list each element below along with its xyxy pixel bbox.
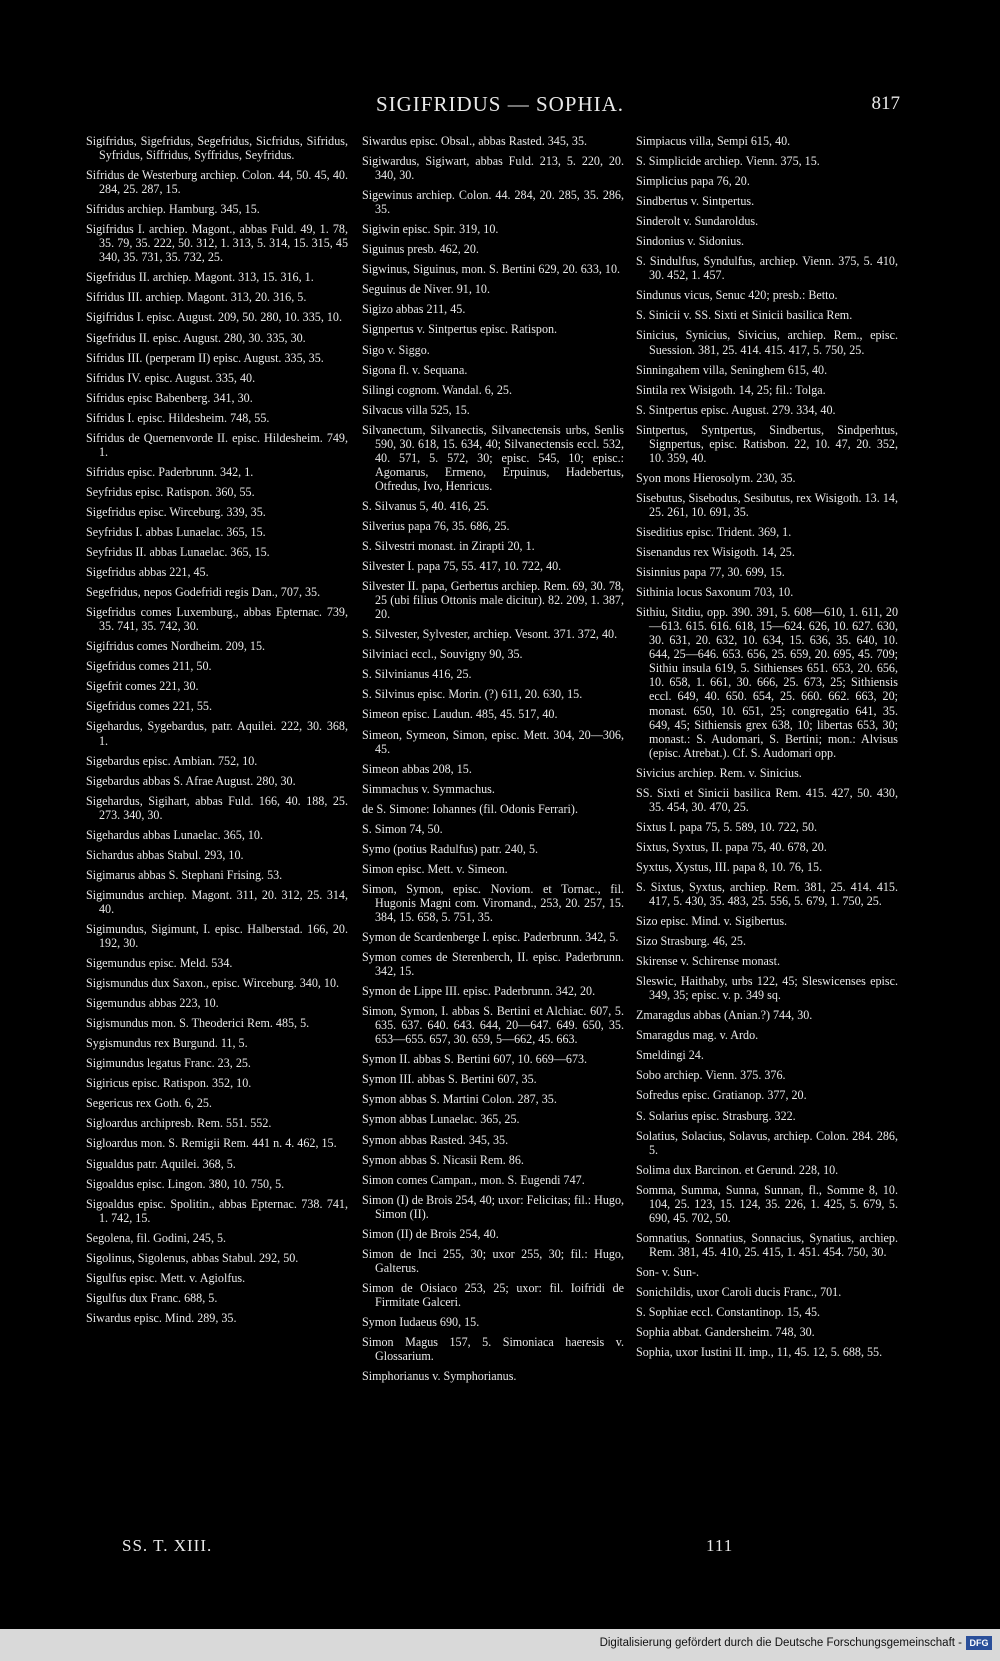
index-entry: Somnatius, Sonnatius, Sonnacius, Synatius, archiep. Rem. 381, 45. 410, 25. 415, 1. 451. 454. 750, 30.	[636, 1230, 898, 1259]
index-entry: S. Simplicide archiep. Vienn. 375, 15.	[636, 154, 820, 169]
page-number: 817	[871, 93, 900, 114]
index-entry: Sigizo abbas 211, 45.	[362, 302, 466, 317]
index-entry: Segericus rex Goth. 6, 25.	[86, 1096, 212, 1111]
index-entry: Sygismundus rex Burgund. 11, 5.	[86, 1036, 248, 1051]
index-entry: Sifridus IV. episc. August. 335, 40.	[86, 370, 256, 385]
index-entry: Symon abbas Lunaelac. 365, 25.	[362, 1112, 520, 1127]
index-entry: Sigismundus mon. S. Theoderici Rem. 485, 5.	[86, 1016, 310, 1031]
index-entry: Smaragdus mag. v. Ardo.	[636, 1028, 759, 1043]
index-entry: Symo (potius Radulfus) patr. 240, 5.	[362, 841, 539, 856]
index-entry: Silverius papa 76, 35. 686, 25.	[362, 518, 510, 533]
index-entry: Sigefrit comes 221, 30.	[86, 679, 199, 694]
index-entry: Sigiwin episc. Spir. 319, 10.	[362, 222, 499, 237]
index-entry: Signpertus v. Sintpertus episc. Ratispon.	[362, 322, 558, 337]
index-entry: Sinderolt v. Sundaroldus.	[636, 214, 759, 229]
index-entry: Simeon abbas 208, 15.	[362, 761, 472, 776]
index-entry: Sigefridus episc. Wirceburg. 339, 35.	[86, 504, 266, 519]
index-entry: Siseditius episc. Trident. 369, 1.	[636, 524, 792, 539]
index-entry: Sigoaldus episc. Spolitin., abbas Epternac. 738. 741, 1. 742, 15.	[86, 1196, 348, 1225]
index-entry: Sisenandus rex Wisigoth. 14, 25.	[636, 545, 795, 560]
index-entry: Silvester II. papa, Gerbertus archiep. Rem. 69, 30. 78, 25 (ubi filius Ottonis male dicitur). 82. 209, 1. 387, 20.	[362, 579, 624, 622]
index-entry: Zmaragdus abbas (Anian.?) 744, 30.	[636, 1008, 813, 1023]
index-entry: Sigiricus episc. Ratispon. 352, 10.	[86, 1076, 252, 1091]
index-entry: S. Silvestri monast. in Zirapti 20, 1.	[362, 539, 535, 554]
index-entry: Symon abbas Rasted. 345, 35.	[362, 1132, 509, 1147]
index-entry: Segolena, fil. Godini, 245, 5.	[86, 1230, 227, 1245]
index-entry: Symon III. abbas S. Bertini 607, 35.	[362, 1072, 537, 1087]
index-entry: Simon Magus 157, 5. Simoniaca haeresis v. Glossarium.	[362, 1335, 624, 1364]
index-entry: Sobo archiep. Vienn. 375. 376.	[636, 1068, 786, 1083]
index-entry: Symon comes de Sterenberch, II. episc. Paderbrunn. 342, 15.	[362, 950, 624, 979]
index-entry: Seguinus de Niver. 91, 10.	[362, 282, 490, 297]
index-entry: Sinicius, Synicius, Sivicius, archiep. Rem., episc. Suession. 381, 25. 414. 415. 417, 5. 750, 25.	[636, 328, 898, 357]
index-entry: Simphorianus v. Symphorianus.	[362, 1369, 517, 1384]
index-entry: Sifridus I. episc. Hildesheim. 748, 55.	[86, 410, 270, 425]
index-entry: S. Sindulfus, Syndulfus, archiep. Vienn. 375, 5. 410, 30. 452, 1. 457.	[636, 254, 898, 283]
index-entry: Silvester I. papa 75, 55. 417, 10. 722, 40.	[362, 559, 562, 574]
index-entry: Sigimarus abbas S. Stephani Frising. 53.	[86, 867, 283, 882]
index-entry: S. Silvinianus 416, 25.	[362, 667, 472, 682]
signature-number: 111	[706, 1536, 734, 1555]
index-entry: Syon mons Hierosolym. 230, 35.	[636, 470, 796, 485]
index-entry: Symon Iudaeus 690, 15.	[362, 1315, 480, 1329]
index-entry: Sigulfus dux Franc. 688, 5.	[86, 1290, 218, 1305]
index-entry: Silviniaci eccl., Souvigny 90, 35.	[362, 647, 523, 662]
index-entry: Solima dux Barcinon. et Gerund. 228, 10.	[636, 1162, 839, 1177]
index-entry: Sigifridus comes Nordheim. 209, 15.	[86, 639, 266, 654]
index-entry: Sithiu, Sitdiu, opp. 390. 391, 5. 608—610, 1. 611, 20—613. 615. 616. 618, 15—624. 626, 10. 627. 630, 30. 631, 20. 632, 10. 634, 15. 636, 35. 640, 10. 644, 25—646. 653. 656, 25. 659, 20. 695, 45. 709; Sithiu insula 619, 5. Sithienses 651. 653, 20. 656, 10. 658, 1. 661, 30. 666, 25. 673, 25; Sithiensis eccl. 649, 40. 650. 654, 25. 660. 662. 663, 20; monast. 650, 10. 651, 25; congregatio 641, 35. 649, 45; Sithiensis grex 638, 10; libertas 653, 30; monast.: S. Audomari, S. Bertini; mon.: Alvisus (episc. Atrebat.). Cf. S. Audomari opp.	[636, 605, 898, 760]
index-entry: Silvanectum, Silvanectis, Silvanectensis urbs, Senlis 590, 30. 618, 15. 634, 40; Silvanectensis eccl. 532, 40. 571, 5. 572, 30; episc. 545, 10; episc.: Agomarus, Ermeno, Erpuinus, Hadebertus, Otfredus, Ivo, Henricus.	[362, 422, 624, 493]
index-entry: Sigismundus dux Saxon., episc. Wirceburg. 340, 10.	[86, 976, 340, 991]
index-entry: S. Sinicii v. SS. Sixti et Sinicii basilica Rem.	[636, 308, 853, 323]
index-entry: S. Sophiae eccl. Constantinop. 15, 45.	[636, 1305, 821, 1320]
index-entry: Simon, Symon, I. abbas S. Bertini et Alchiac. 607, 5. 635. 637. 640. 643. 644, 20—647. 649. 650, 35. 653—655. 657, 30. 659, 5—662, 45. 663.	[362, 1004, 624, 1047]
index-entry: Segefridus, nepos Godefridi regis Dan., 707, 35.	[86, 585, 321, 600]
index-entry: Seyfridus I. abbas Lunaelac. 365, 15.	[86, 524, 266, 539]
dfg-logo: DFG	[966, 1636, 992, 1650]
index-entry: Sigimundus, Sigimunt, I. episc. Halberstad. 166, 20. 192, 30.	[86, 921, 348, 951]
index-entry: Simon comes Campan., mon. S. Eugendi 747.	[362, 1172, 585, 1187]
index-entry: Simmachus v. Symmachus.	[362, 781, 495, 796]
index-entry: Simon (II) de Brois 254, 40.	[362, 1226, 499, 1241]
index-entry: Syxtus, Xystus, III. papa 8, 10. 76, 15.	[636, 859, 823, 874]
index-entry: Sigolinus, Sigolenus, abbas Stabul. 292, 50.	[86, 1250, 299, 1265]
index-entry: Siguinus presb. 462, 20.	[362, 242, 479, 257]
index-entry: Sigifridus I. archiep. Magont., abbas Fuld. 49, 1. 78, 35. 79, 35. 222, 50. 312, 1. 313, 5. 314, 15. 315, 45 340, 35. 731, 35. 732, 25.	[86, 222, 348, 265]
index-entry: Simeon episc. Laudun. 485, 45. 517, 40.	[362, 707, 558, 722]
index-entry: Sigwinus, Siguinus, mon. S. Bertini 629, 20. 633, 10.	[362, 262, 621, 277]
index-entry: Sigehardus abbas Lunaelac. 365, 10.	[86, 827, 263, 842]
index-entry: S. Silvester, Sylvester, archiep. Vesont. 371. 372, 40.	[362, 627, 618, 642]
index-entry: Sindunus vicus, Senuc 420; presb.: Betto.	[636, 288, 838, 303]
index-entry: Seyfridus II. abbas Lunaelac. 365, 15.	[86, 545, 270, 560]
index-entry: Sigemundus abbas 223, 10.	[86, 996, 219, 1011]
index-entry: Sixtus I. papa 75, 5. 589, 10. 722, 50.	[636, 819, 818, 834]
index-entry: Somma, Summa, Sunna, Sunnan, fl., Somme 8, 10. 104, 25. 123, 15. 124, 35. 226, 1. 425, 5. 679, 5. 690, 45. 702, 50.	[636, 1182, 898, 1225]
index-entry: Sifridus III. archiep. Magont. 313, 20. 316, 5.	[86, 290, 307, 305]
index-entry: S. Sixtus, Syxtus, archiep. Rem. 381, 25. 414. 415. 417, 5. 430, 35. 483, 25. 556, 5. 679, 1. 750, 25.	[636, 879, 898, 909]
signature-mark: SS. T. XIII.	[122, 1536, 213, 1555]
index-entry: Symon abbas S. Martini Colon. 287, 35.	[362, 1092, 557, 1107]
index-entry: Sophia abbat. Gandersheim. 748, 30.	[636, 1325, 815, 1340]
index-entry: Sigefridus abbas 221, 45.	[86, 565, 209, 580]
running-head: SIGIFRIDUS — SOPHIA.	[375, 92, 625, 116]
index-entry: Sigloardus archipresb. Rem. 551. 552.	[86, 1116, 272, 1131]
index-entry: Simon, Symon, episc. Noviom. et Tornac., fil. Hugonis Magni com. Viromand., 253, 20. 257, 15. 384, 15. 658, 5. 751, 35.	[362, 881, 624, 924]
index-entry: Sizo Strasburg. 46, 25.	[636, 934, 746, 949]
index-entry: Sigloardus mon. S. Remigii Rem. 441 n. 4. 462, 15.	[86, 1136, 337, 1151]
index-entry: Siwardus episc. Obsal., abbas Rasted. 345, 35.	[362, 134, 588, 148]
index-entry: Silingi cognom. Wandal. 6, 25.	[362, 382, 512, 397]
index-entry: Sifridus episc. Paderbrunn. 342, 1.	[86, 464, 254, 479]
index-entry: Sivicius archiep. Rem. v. Sinicius.	[636, 765, 802, 780]
index-entry: Sifridus de Quernenvorde II. episc. Hildesheim. 749, 1.	[86, 430, 348, 459]
index-entry: Sigewinus archiep. Colon. 44. 284, 20. 285, 35. 286, 35.	[362, 188, 624, 217]
index-entry: Sindonius v. Sidonius.	[636, 234, 745, 249]
credit-bar	[0, 1629, 1000, 1661]
index-entry: Sigoaldus episc. Lingon. 380, 10. 750, 5.	[86, 1176, 285, 1191]
index-entry: Sigebardus episc. Ambian. 752, 10.	[86, 753, 258, 768]
index-entry: Sigiwardus, Sigiwart, abbas Fuld. 213, 5. 220, 20. 340, 30.	[362, 154, 624, 183]
index-entry: Symon II. abbas S. Bertini 607, 10. 669—673.	[362, 1052, 588, 1067]
index-entry: Son- v. Sun-.	[636, 1264, 700, 1279]
index-entry: Sigo v. Siggo.	[362, 342, 430, 357]
index-entry: Sintpertus, Syntpertus, Sindbertus, Sindperhtus, Signpertus, episc. Ratisbon. 22, 10. 47, 20. 352, 10. 359, 40.	[636, 422, 898, 465]
index-entry: Sigualdus patr. Aquilei. 368, 5.	[86, 1156, 236, 1171]
index-entry: Sigehardus, Sygebardus, patr. Aquilei. 222, 30. 368, 1.	[86, 719, 348, 748]
index-entry: Sintila rex Wisigoth. 14, 25; fil.: Tolga.	[636, 382, 826, 397]
index-entry: Sigefridus comes 221, 55.	[86, 699, 212, 714]
index-entry: Simon de Inci 255, 30; uxor 255, 30; fil.: Hugo, Galterus.	[362, 1246, 624, 1275]
index-entry: Sigimundus legatus Franc. 23, 25.	[86, 1056, 251, 1071]
index-entry: SS. Sixti et Sinicii basilica Rem. 415. 427, 50. 430, 35. 454, 30. 470, 25.	[636, 785, 898, 814]
index-entry: Sigona fl. v. Sequana.	[362, 362, 468, 377]
index-entry: Simon episc. Mett. v. Simeon.	[362, 861, 508, 876]
index-entry: Sixtus, Syxtus, II. papa 75, 40. 678, 20.	[636, 839, 827, 854]
index-entry: Symon de Scardenberge I. episc. Paderbrunn. 342, 5.	[362, 930, 619, 945]
index-entry: Sigefridus II. episc. August. 280, 30. 335, 30.	[86, 330, 306, 345]
index-entry: Simplicius papa 76, 20.	[636, 174, 750, 189]
page-header	[0, 90, 1000, 120]
index-entry: Simon de Oisiaco 253, 25; uxor: fil. Ioifridi de Firmitate Galceri.	[362, 1280, 624, 1309]
index-entry: Sithinia locus Saxonum 703, 10.	[636, 585, 794, 600]
index-entry: Sigemundus episc. Meld. 534.	[86, 956, 233, 971]
index-column-right	[636, 134, 898, 1365]
index-entry: Sigehardus, Sigihart, abbas Fuld. 166, 40. 188, 25. 273. 340, 30.	[86, 793, 348, 822]
index-entry: Sofredus episc. Gratianop. 377, 20.	[636, 1088, 807, 1103]
index-entry: Siwardus episc. Mind. 289, 35.	[86, 1310, 237, 1325]
index-entry: Sifridus de Westerburg archiep. Colon. 44, 50. 45, 40. 284, 25. 287, 15.	[86, 168, 348, 197]
index-entry: Smeldingi 24.	[636, 1048, 704, 1063]
index-entry: S. Silvinus episc. Morin. (?) 611, 20. 630, 15.	[362, 687, 583, 702]
index-entry: Sifridus episc Babenberg. 341, 30.	[86, 390, 253, 405]
index-entry: Sigimundus archiep. Magont. 311, 20. 312, 25. 314, 40.	[86, 887, 348, 916]
index-entry: Sigefridus comes 211, 50.	[86, 659, 212, 674]
index-entry: Sisinnius papa 77, 30. 699, 15.	[636, 565, 785, 580]
index-entry: S. Simon 74, 50.	[362, 821, 443, 836]
index-entry: Symon de Lippe III. episc. Paderbrunn. 342, 20.	[362, 984, 596, 999]
index-entry: S. Sintpertus episc. August. 279. 334, 40.	[636, 402, 836, 417]
index-entry: Sigifridus I. episc. August. 209, 50. 280, 10. 335, 10.	[86, 310, 342, 325]
index-column-left	[86, 134, 348, 1331]
index-entry: Simon (I) de Brois 254, 40; uxor: Felicitas; fil.: Hugo, Simon (II).	[362, 1192, 625, 1221]
index-entry: Seyfridus episc. Ratispon. 360, 55.	[86, 484, 255, 499]
index-entry: S. Silvanus 5, 40. 416, 25.	[362, 498, 489, 513]
index-entry: Sifridus III. (perperam II) episc. August. 335, 35.	[86, 350, 324, 365]
index-entry: Silvacus villa 525, 15.	[362, 402, 470, 417]
index-entry: Sophia, uxor Iustini II. imp., 11, 45. 12, 5. 688, 55.	[636, 1345, 883, 1360]
index-entry: Sigefridus comes Luxemburg., abbas Epternac. 739, 35. 741, 35. 742, 30.	[86, 605, 348, 634]
index-entry: Sichardus abbas Stabul. 293, 10.	[86, 847, 244, 862]
index-entry: Symon abbas S. Nicasii Rem. 86.	[362, 1152, 524, 1167]
index-entry: Skirense v. Schirense monast.	[636, 954, 780, 969]
funding-credit: Digitalisierung gefördert durch die Deutsche Forschungsgemeinschaft -	[599, 1637, 962, 1649]
index-entry: Simeon, Symeon, Simon, episc. Mett. 304, 20—306, 45.	[362, 727, 624, 756]
index-entry: Sigifridus, Sigefridus, Segefridus, Sicfridus, Sifridus, Syfridus, Siffridus, Syffridus, Seyfridus.	[86, 134, 348, 163]
index-entry: Sifridus archiep. Hamburg. 345, 15.	[86, 202, 260, 217]
index-entry: Sonichildis, uxor Caroli ducis Franc., 701.	[636, 1285, 842, 1299]
index-entry: Sigefridus II. archiep. Magont. 313, 15. 316, 1.	[86, 270, 314, 285]
index-entry: Simpiacus villa, Sempi 615, 40.	[636, 134, 791, 148]
index-entry: S. Solarius episc. Strasburg. 322.	[636, 1108, 796, 1123]
index-entry: Sigebardus abbas S. Afrae August. 280, 30.	[86, 773, 296, 788]
index-entry: Sindbertus v. Sintpertus.	[636, 194, 755, 209]
index-entry: Sinningahem villa, Seninghem 615, 40.	[636, 362, 828, 377]
page-footer	[0, 1534, 1000, 1564]
index-entry: Sigulfus episc. Mett. v. Agiolfus.	[86, 1270, 246, 1285]
index-entry: Sisebutus, Sisebodus, Sesibutus, rex Wisigoth. 13. 14, 25. 261, 10. 691, 35.	[636, 490, 898, 519]
index-column-middle	[362, 134, 624, 1389]
index-entry: Sizo episc. Mind. v. Sigibertus.	[636, 914, 788, 929]
index-entry: de S. Simone: Iohannes (fil. Odonis Ferrari).	[362, 801, 578, 816]
index-entry: Sleswic, Haithaby, urbs 122, 45; Sleswicenses episc. 349, 35; episc. v. p. 349 sq.	[636, 974, 898, 1003]
index-entry: Solatius, Solacius, Solavus, archiep. Colon. 284. 286, 5.	[636, 1128, 898, 1157]
